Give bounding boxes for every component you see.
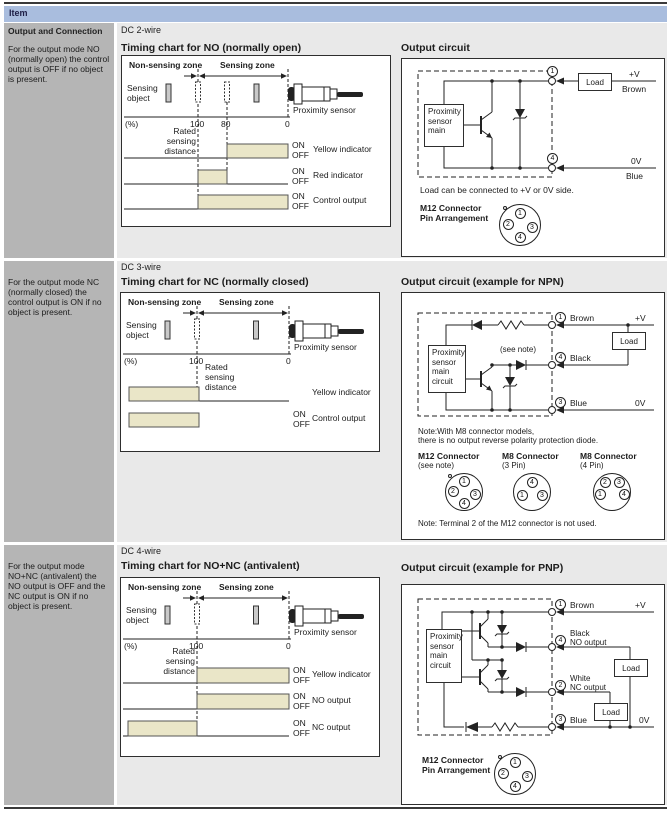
sensing-object-label: Sensing object xyxy=(126,320,157,340)
connector-pin: 3 xyxy=(614,477,625,488)
circuit-note-line1: Note:With M8 connector models, xyxy=(418,427,535,436)
wire-color-label-brown: Brown xyxy=(570,313,595,323)
terminal-pin-number-4: 4 xyxy=(547,153,558,164)
top-rule xyxy=(4,2,667,4)
terminal-pin-number-2: 2 xyxy=(555,680,566,691)
rated-distance-label: Rated sensing distance xyxy=(164,126,196,156)
connector-pin: 1 xyxy=(595,489,606,500)
on-label: ON xyxy=(293,665,306,675)
off-label: OFF xyxy=(293,419,310,429)
wire-color-label-blue: Blue xyxy=(570,398,588,408)
m12-connector-diagram xyxy=(499,204,541,246)
sidebar-row-2 xyxy=(4,261,114,542)
content-row-1 xyxy=(117,23,667,258)
proximity-main-box: Proximity sensor main circuit xyxy=(428,345,466,393)
connector-pin: 2 xyxy=(600,477,611,488)
see-note-label: (see note) xyxy=(500,345,537,354)
connector-pin: 4 xyxy=(510,781,521,792)
signal-label-no-output: NO output xyxy=(312,695,351,705)
connector-notch xyxy=(503,206,507,210)
tick-label-100: 100 xyxy=(189,356,204,366)
connector-pin: 3 xyxy=(537,490,548,501)
sidebar-note-nonc: For the output mode NO+NC (antivalent) the NO output is OFF and the NC output is ON if no object is present. xyxy=(8,561,106,611)
off-label: OFF xyxy=(292,201,309,211)
content-row-3 xyxy=(117,545,667,805)
sidebar-row-title: Output and Connection xyxy=(8,26,103,36)
wire-function-label-nc: NC output xyxy=(570,683,607,692)
connector-subtitle: (3 Pin) xyxy=(502,461,526,470)
proximity-sensor-label: Proximity sensor xyxy=(294,342,357,352)
m12-connector-diagram xyxy=(494,753,536,795)
circuit-note-line2: there is no output reverse polarity protection diode. xyxy=(418,436,599,445)
connector-pin: 1 xyxy=(515,208,526,219)
tick-label-0: 0 xyxy=(286,356,291,366)
axis-unit-label: (%) xyxy=(124,641,138,651)
tick-label-100: 100 xyxy=(190,119,205,129)
axis-unit-label: (%) xyxy=(125,119,139,129)
terminal-pin-number-3: 3 xyxy=(555,714,566,725)
wire-function-label-no: NO output xyxy=(570,638,607,647)
wire-type-label: DC 3-wire xyxy=(121,262,162,272)
sidebar-note-nc: For the output mode NC (normally closed) the control output is ON if no object is present. xyxy=(8,277,102,317)
signal-label-yellow: Yellow indicator xyxy=(312,387,371,397)
rail-label-pos: +V xyxy=(629,69,640,79)
rail-label-neg: 0V xyxy=(635,398,646,408)
signal-label-control: Control output xyxy=(312,413,366,423)
zone-label-sensing: Sensing zone xyxy=(219,297,274,307)
connector-notch xyxy=(498,755,502,759)
wire-color-label-blue: Blue xyxy=(570,715,588,725)
zone-label-sensing: Sensing zone xyxy=(220,60,275,70)
connector-title: M8 Connector xyxy=(580,451,637,461)
rated-distance-label: Rated sensing distance xyxy=(205,362,237,392)
item-header-bar xyxy=(4,6,667,22)
signal-label-yellow: Yellow indicator xyxy=(312,669,371,679)
terminal-pin-number-4: 4 xyxy=(555,635,566,646)
sidebar-note-no: For the output mode NO (normally open) the control output is OFF if no object is present. xyxy=(8,44,110,84)
load-box: Load xyxy=(614,659,648,677)
tick-label-80: 80 xyxy=(221,119,231,129)
on-label: ON xyxy=(293,409,306,419)
load-box: Load xyxy=(612,332,646,350)
on-label: ON xyxy=(292,191,305,201)
timing-chart-nc-drawing xyxy=(121,293,379,451)
connector-title: M12 Connector xyxy=(420,203,482,213)
connector-pin: 4 xyxy=(619,489,630,500)
item-header-label: Item xyxy=(9,8,28,18)
zone-label-non-sensing: Non-sensing zone xyxy=(128,582,202,592)
connector-notch xyxy=(448,474,452,478)
connector-pin: 1 xyxy=(517,490,528,501)
tick-label-0: 0 xyxy=(286,641,291,651)
timing-chart-nc xyxy=(120,292,380,452)
connector-title: M8 Connector xyxy=(502,451,559,461)
wire-color-label-white: White xyxy=(570,674,591,683)
timing-chart-no xyxy=(121,55,391,227)
bottom-rule xyxy=(4,807,667,809)
m8-4pin-connector-diagram xyxy=(593,473,631,511)
proximity-sensor-icon xyxy=(289,321,364,341)
off-label: OFF xyxy=(293,701,310,711)
zone-label-sensing: Sensing zone xyxy=(219,582,274,592)
on-label: ON xyxy=(293,718,306,728)
timing-chart-title: Timing chart for NO+NC (antivalent) xyxy=(121,560,300,572)
wire-color-label-black: Black xyxy=(570,629,590,638)
on-label: ON xyxy=(293,691,306,701)
wire-color-label-brown: Brown xyxy=(570,600,595,610)
terminal-pin-number-1: 1 xyxy=(547,66,558,77)
terminal-pin-number-1: 1 xyxy=(555,599,566,610)
connector-pin: 3 xyxy=(470,489,481,500)
zone-label-non-sensing: Non-sensing zone xyxy=(129,60,203,70)
connector-pin: 2 xyxy=(498,768,509,779)
zone-label-non-sensing: Non-sensing zone xyxy=(128,297,202,307)
circuit-note: Load can be connected to +V or 0V side. xyxy=(420,185,574,195)
connector-pin: 3 xyxy=(522,771,533,782)
proximity-sensor-icon xyxy=(288,84,363,104)
content-row-2 xyxy=(117,261,667,542)
connector-title: Pin Arrangement xyxy=(422,765,491,775)
signal-label-yellow: Yellow indicator xyxy=(313,144,372,154)
connector-title: M12 Connector xyxy=(422,755,484,765)
connector-pin: 1 xyxy=(510,757,521,768)
output-circuit-title: Output circuit xyxy=(401,42,470,54)
connector-pin: 4 xyxy=(527,477,538,488)
terminal-pin-number-4: 4 xyxy=(555,352,566,363)
connector-title: M12 Connector xyxy=(418,451,480,461)
terminal-pin-number-1: 1 xyxy=(555,312,566,323)
connector-subtitle: (see note) xyxy=(418,461,455,470)
off-label: OFF xyxy=(292,150,309,160)
m8-3pin-connector-diagram xyxy=(513,473,551,511)
output-circuit-pnp xyxy=(401,584,665,805)
connector-pin: 2 xyxy=(448,486,459,497)
output-circuit-npn xyxy=(401,292,665,540)
m12-connector-diagram xyxy=(445,473,483,511)
output-circuit-dc2 xyxy=(401,58,665,257)
connector-pin: 2 xyxy=(503,219,514,230)
sensing-object-label: Sensing object xyxy=(127,83,158,103)
sensing-object-label: Sensing object xyxy=(126,605,157,625)
wire-type-label: DC 2-wire xyxy=(121,25,162,35)
output-circuit-title: Output circuit (example for NPN) xyxy=(401,276,564,288)
signal-label-red: Red indicator xyxy=(313,170,364,180)
rail-label-pos: +V xyxy=(635,313,646,323)
connector-pin: 1 xyxy=(459,476,470,487)
connector-title: Pin Arrangement xyxy=(420,213,489,223)
off-label: OFF xyxy=(292,176,309,186)
on-label: ON xyxy=(292,140,305,150)
wire-color-label-brown: Brown xyxy=(622,84,647,94)
terminal-pin-number-3: 3 xyxy=(555,397,566,408)
load-box: Load xyxy=(594,703,628,721)
wire-color-label-black: Black xyxy=(570,353,591,363)
rail-label-pos: +V xyxy=(635,600,646,610)
wire-color-label-blue: Blue xyxy=(626,171,644,181)
sidebar-row-1 xyxy=(4,23,114,258)
tick-label-0: 0 xyxy=(285,119,290,129)
output-circuit-title: Output circuit (example for PNP) xyxy=(401,562,564,574)
connector-pin: 3 xyxy=(527,222,538,233)
proximity-sensor-icon xyxy=(289,606,364,626)
signal-label-control: Control output xyxy=(313,195,367,205)
proximity-main-box: Proximity sensor main xyxy=(424,104,464,147)
off-label: OFF xyxy=(293,728,310,738)
wire-type-label: DC 4-wire xyxy=(121,546,162,556)
timing-chart-nonc xyxy=(120,577,380,757)
connector-subtitle: (4 Pin) xyxy=(580,461,604,470)
signal-label-nc-output: NC output xyxy=(312,722,351,732)
rail-label-neg: 0V xyxy=(639,715,650,725)
off-label: OFF xyxy=(293,675,310,685)
footnote: Note: Terminal 2 of the M12 connector is not used. xyxy=(418,519,597,528)
proximity-sensor-label: Proximity sensor xyxy=(293,105,356,115)
axis-unit-label: (%) xyxy=(124,356,138,366)
load-box: Load xyxy=(578,73,612,91)
proximity-main-box: Proximity sensor main circuit xyxy=(426,629,462,683)
on-label: ON xyxy=(292,166,305,176)
sidebar-row-3 xyxy=(4,545,114,805)
tick-label-100: 100 xyxy=(189,641,204,651)
connector-pin: 4 xyxy=(459,498,470,509)
timing-chart-title: Timing chart for NO (normally open) xyxy=(121,42,302,54)
rail-label-neg: 0V xyxy=(631,156,642,166)
proximity-sensor-label: Proximity sensor xyxy=(294,627,357,637)
timing-chart-title: Timing chart for NC (normally closed) xyxy=(121,276,309,288)
connector-pin: 4 xyxy=(515,232,526,243)
rated-distance-label: Rated sensing distance xyxy=(163,646,195,676)
